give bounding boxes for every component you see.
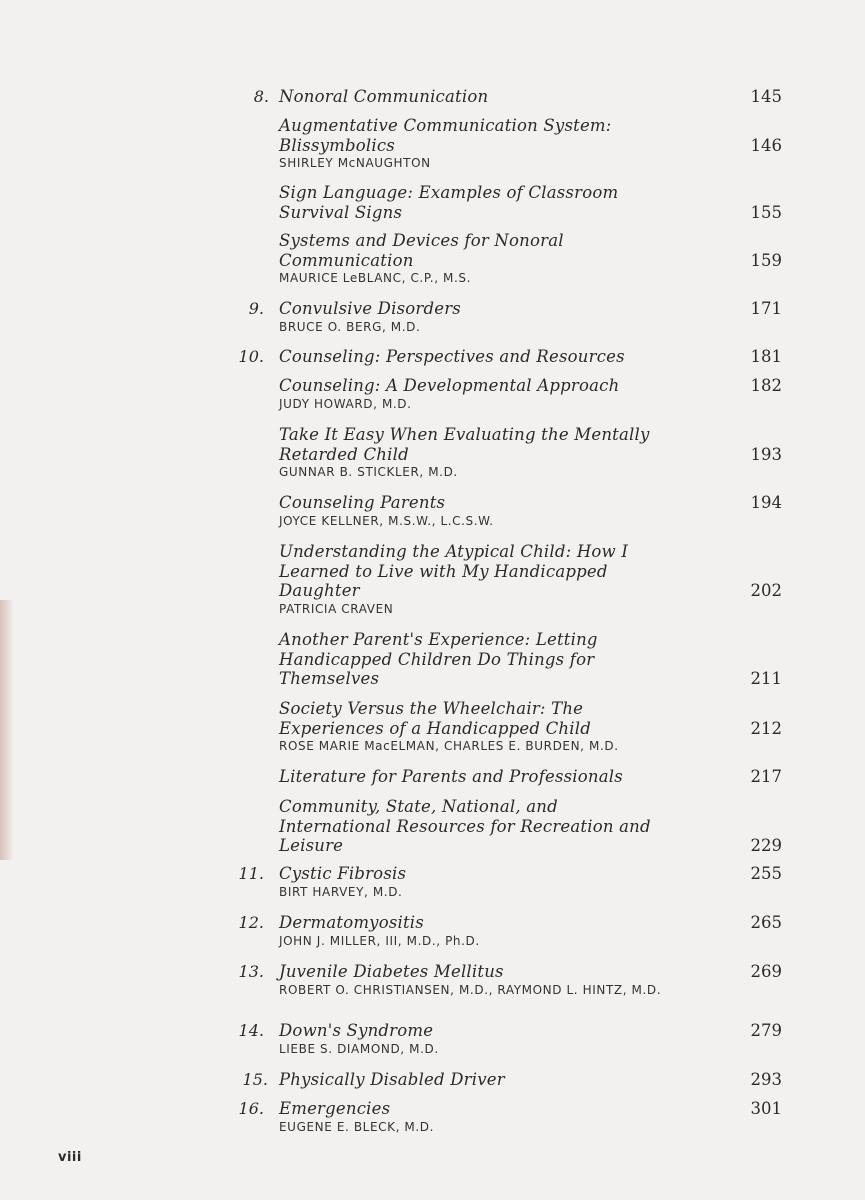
author-name: BRUCE O. BERG, M.D. xyxy=(279,319,421,334)
author-name: BIRT HARVEY, M.D. xyxy=(279,884,403,899)
chapter-title: Nonoral Communication xyxy=(279,87,489,106)
chapter-number: 14. xyxy=(238,1021,264,1040)
page-number: 265 xyxy=(750,913,782,932)
author-name: ROSE MARIE MacELMAN, CHARLES E. BURDEN, M.D. xyxy=(279,739,619,753)
chapter-title: Physically Disabled Driver xyxy=(279,1070,505,1089)
author-name: JOYCE KELLNER, M.S.W., L.C.S.W. xyxy=(279,513,494,528)
chapter-number: 11. xyxy=(238,864,264,883)
page-number: 269 xyxy=(750,962,782,981)
section-title: Literature for Parents and Professionals xyxy=(279,767,623,786)
chapter-number: 10. xyxy=(238,347,264,366)
page-number: 255 xyxy=(750,864,782,883)
chapter-title: Counseling: Perspectives and Resources xyxy=(279,347,625,366)
chapter-title: Cystic Fibrosis xyxy=(279,864,407,883)
chapter-title: Juvenile Diabetes Mellitus xyxy=(279,962,504,981)
section-title: Sign Language: Examples of Classroom Survival Signs xyxy=(279,183,619,222)
author-name: LIEBE S. DIAMOND, M.D. xyxy=(279,1041,439,1056)
chapter-title: Emergencies xyxy=(279,1099,391,1118)
page-folio: viii xyxy=(58,1150,82,1165)
chapter-number: 16. xyxy=(238,1099,264,1118)
page-number: 145 xyxy=(750,87,782,106)
author-name: ROBERT O. CHRISTIANSEN, M.D., RAYMOND L. HINTZ, M.D. xyxy=(279,982,662,997)
section-title: Understanding the Atypical Child: How I Learned to Live with My Handicapped Daughter xyxy=(279,542,629,600)
page-number: 301 xyxy=(750,1099,782,1118)
section-title: Counseling: A Developmental Approach xyxy=(279,376,620,395)
page-number: 194 xyxy=(750,493,782,512)
chapter-title: Down's Syndrome xyxy=(279,1021,434,1040)
chapter-number: 13. xyxy=(238,962,264,981)
chapter-number: 8. xyxy=(253,87,269,106)
chapter-title: Dermatomyositis xyxy=(279,913,424,932)
page-number: 293 xyxy=(750,1070,782,1089)
author-name: MAURICE LeBLANC, C.P., M.S. xyxy=(279,271,472,285)
page-number: 171 xyxy=(750,299,782,318)
chapter-number: 12. xyxy=(238,913,264,932)
section-title: Systems and Devices for Nonoral Communication xyxy=(279,231,564,270)
page-number: 217 xyxy=(750,767,782,786)
page-number: 202 xyxy=(750,581,782,600)
page-number: 155 xyxy=(750,202,782,222)
chapter-title: Convulsive Disorders xyxy=(279,299,461,318)
page-number: 212 xyxy=(750,718,782,738)
page-number: 279 xyxy=(750,1021,782,1040)
section-title: Society Versus the Wheelchair: The Experiences of a Handicapped Child xyxy=(279,699,591,738)
chapter-number: 9. xyxy=(248,299,264,318)
section-title: Augmentative Communication System: Blissymbolics xyxy=(279,116,612,155)
author-name: EUGENE E. BLECK, M.D. xyxy=(279,1119,435,1134)
chapter-number: 15. xyxy=(242,1070,268,1089)
author-name: GUNNAR B. STICKLER, M.D. xyxy=(279,465,458,479)
section-title: Another Parent's Experience: Letting Handicapped Children Do Things for Themselves xyxy=(279,630,598,688)
author-name: SHIRLEY McNAUGHTON xyxy=(279,156,431,170)
author-name: JOHN J. MILLER, III, M.D., Ph.D. xyxy=(279,933,480,948)
page-number: 193 xyxy=(750,444,782,464)
author-name: JUDY HOWARD, M.D. xyxy=(279,396,412,411)
section-title: Community, State, National, and International Resources for Recreation and Leisure xyxy=(279,797,651,855)
section-title: Take It Easy When Evaluating the Mentally Retarded Child xyxy=(279,425,650,464)
author-name: PATRICIA CRAVEN xyxy=(279,601,394,616)
page-number: 181 xyxy=(750,347,782,366)
page-number: 182 xyxy=(750,376,782,395)
page-number: 211 xyxy=(750,669,782,688)
page-number: 229 xyxy=(750,836,782,855)
page-number: 159 xyxy=(750,250,782,270)
page-number: 146 xyxy=(750,135,782,155)
section-title: Counseling Parents xyxy=(279,493,446,512)
